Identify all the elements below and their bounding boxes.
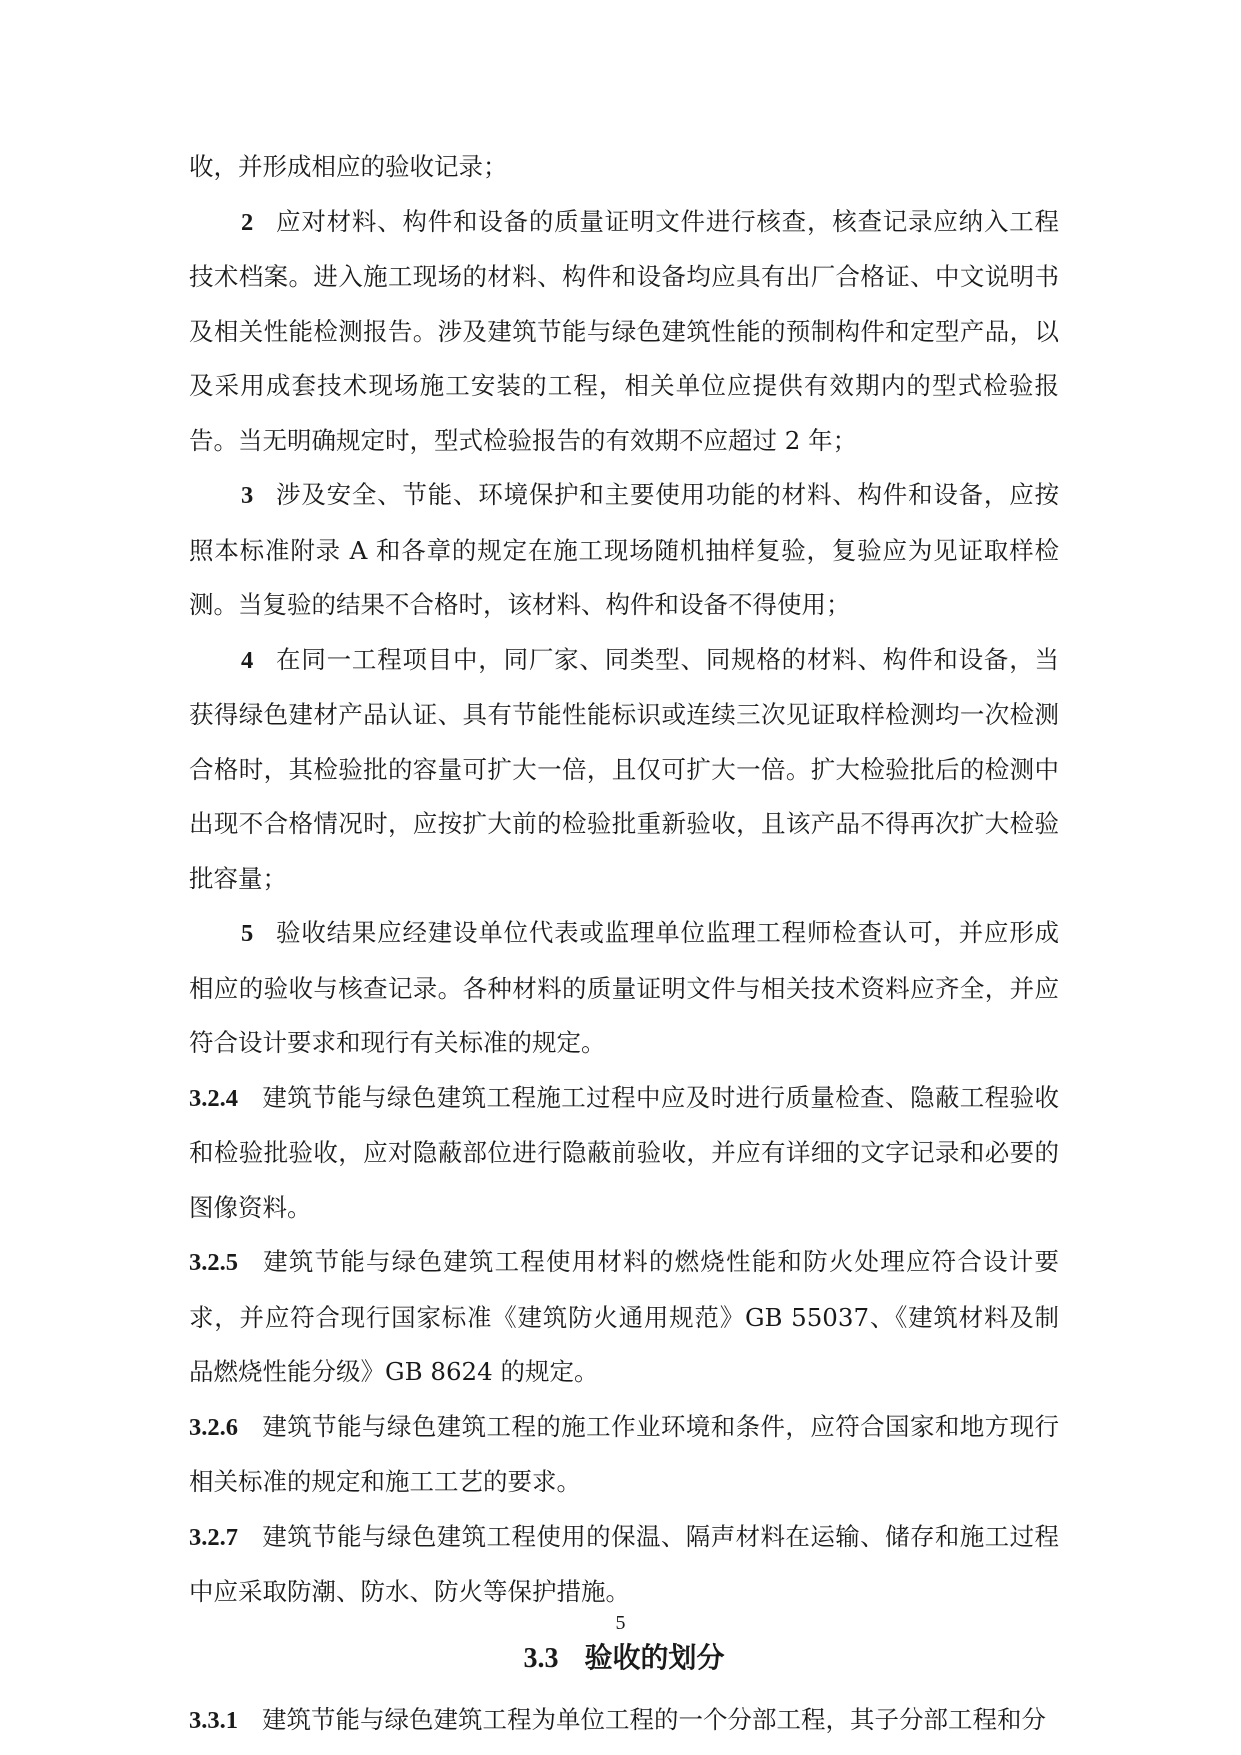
page-content [189,140,1059,1748]
clause-3-2-4 [189,1071,1059,1236]
clause-number: 3.3.1 [189,1706,238,1734]
list-item-number: 2 [241,208,254,236]
clause-3-2-7 [189,1510,1059,1620]
list-item-5 [189,906,1059,1071]
list-item-2 [189,195,1059,469]
list-item-3 [189,468,1059,633]
page-number: 5 [615,1612,626,1634]
clause-3-3-1 [189,1693,1059,1749]
clause-text: 建筑节能与绿色建筑工程为单位工程的一个分部工程，其子分部工程和分 [262,1704,1046,1734]
clause-number: 3.2.6 [189,1413,238,1441]
section-heading [189,1638,1059,1679]
list-item-number: 3 [241,482,254,509]
clause-number: 3.2.4 [189,1084,238,1112]
clause-number: 3.2.7 [189,1523,238,1551]
list-item-text: 涉及安全、节能、环境保护和主要使用功能的材料、构件和设备，应按照本标准附录 A 和各章的规定在施工现场随机抽样复验，复验应为见证取样检测。当复验的结果不合格时，该材料、构件和设备不得使用； [189,480,1059,619]
list-item-text: 验收结果应经建设单位代表或监理单位监理工程师检查认可，并应形成相应的验收与核查记录。各种材料的质量证明文件与相关技术资料应齐全，并应符合设计要求和现行有关标准的规定。 [189,918,1059,1057]
paragraph-continuation [189,140,1059,195]
clause-text: 建筑节能与绿色建筑工程的施工作业环境和条件，应符合国家和地方现行相关标准的规定和施工工艺的要求。 [189,1411,1059,1496]
list-item-text: 在同一工程项目中，同厂家、同类型、同规格的材料、构件和设备，当获得绿色建材产品认证、具有节能性能标识或连续三次见证取样检测均一次检测合格时，其检验批的容量可扩大一倍，且仅可扩大一倍。扩大检验批后的检测中出现不合格情况时，应按扩大前的检验批重新验收，且该产品不得再次扩大检验批容量； [189,644,1059,893]
clause-3-2-5 [189,1235,1059,1400]
list-item-number: 4 [241,646,254,674]
clause-number: 3.2.5 [189,1249,238,1276]
section-title: 验收的划分 [584,1640,725,1674]
clause-text: 建筑节能与绿色建筑工程施工过程中应及时进行质量检查、隐蔽工程验收和检验批验收，应对隐蔽部位进行隐蔽前验收，并应有详细的文字记录和必要的图像资料。 [189,1082,1059,1222]
list-item-4 [189,633,1059,907]
clause-text: 建筑节能与绿色建筑工程使用材料的燃烧性能和防火处理应符合设计要求，并应符合现行国家标准《建筑防火通用规范》GB 55037、《建筑材料及制品燃烧性能分级》GB 8624 的规定。 [189,1247,1059,1386]
list-item-number: 5 [241,920,254,947]
list-item-text: 应对材料、构件和设备的质量证明文件进行核查，核查记录应纳入工程技术档案。进入施工现场的材料、构件和设备均应具有出厂合格证、中文说明书及相关性能检测报告。涉及建筑节能与绿色建筑性能的预制构件和定型产品，以及采用成套技术现场施工安装的工程，相关单位应提供有效期内的型式检验报告。当无明确规定时，型式检验报告的有效期不应超过 2 年； [189,206,1059,455]
clause-text: 建筑节能与绿色建筑工程使用的保温、隔声材料在运输、储存和施工过程中应采取防潮、防水、防火等保护措施。 [189,1521,1059,1606]
paragraph-text: 收，并形成相应的验收记录； [189,152,508,181]
section-number: 3.3 [523,1642,559,1674]
clause-3-2-6 [189,1400,1059,1510]
